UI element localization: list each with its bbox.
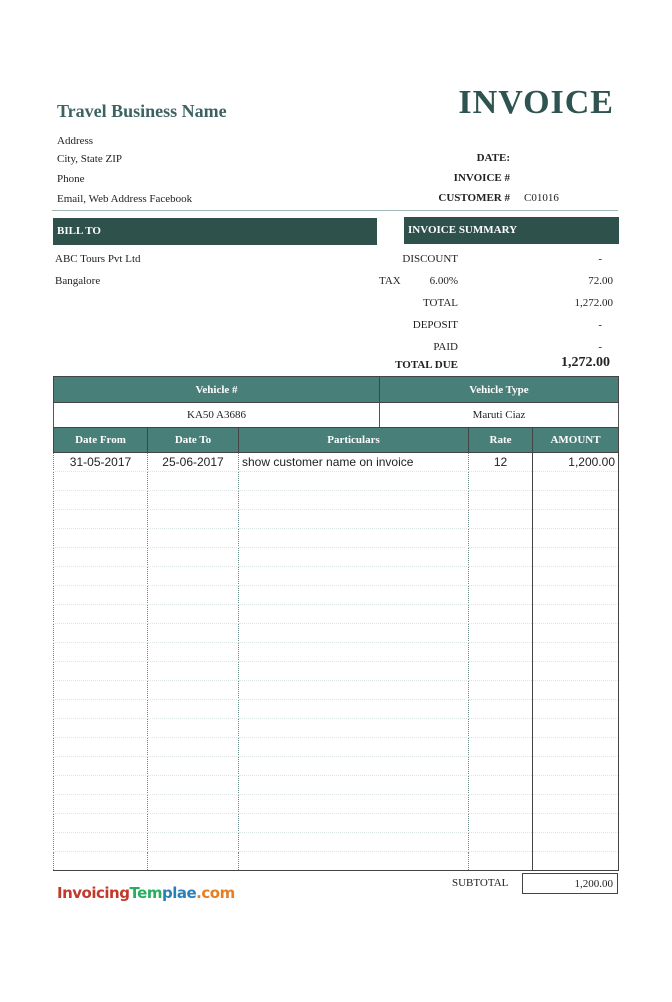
empty-cell[interactable] bbox=[469, 795, 533, 814]
empty-cell[interactable] bbox=[54, 700, 148, 719]
item-date-to[interactable]: 25-06-2017 bbox=[148, 453, 239, 472]
table-row-empty[interactable] bbox=[54, 548, 619, 567]
empty-cell[interactable] bbox=[148, 529, 239, 548]
empty-cell[interactable] bbox=[148, 776, 239, 795]
table-row-empty[interactable] bbox=[54, 662, 619, 681]
empty-cell[interactable] bbox=[469, 681, 533, 700]
table-row-empty[interactable] bbox=[54, 510, 619, 529]
empty-cell[interactable] bbox=[54, 491, 148, 510]
empty-cell[interactable] bbox=[469, 814, 533, 833]
table-row-empty[interactable] bbox=[54, 472, 619, 491]
empty-cell[interactable] bbox=[54, 510, 148, 529]
total-value: 1,272.00 bbox=[574, 297, 613, 309]
empty-cell[interactable] bbox=[148, 567, 239, 586]
bill-to-header: BILL TO bbox=[53, 218, 377, 245]
table-row-empty[interactable] bbox=[54, 491, 619, 510]
invoice-title: INVOICE bbox=[458, 84, 614, 121]
tax-label: TAX bbox=[379, 275, 401, 287]
item-date-from[interactable]: 31-05-2017 bbox=[54, 453, 148, 472]
empty-cell[interactable] bbox=[148, 586, 239, 605]
vehicle-number[interactable]: KA50 A3686 bbox=[54, 403, 380, 428]
empty-cell[interactable] bbox=[239, 681, 469, 700]
empty-cell[interactable] bbox=[533, 795, 619, 814]
paid-value: - bbox=[598, 341, 602, 353]
col-amount: AMOUNT bbox=[533, 428, 619, 453]
empty-cell[interactable] bbox=[469, 700, 533, 719]
empty-cell[interactable] bbox=[533, 776, 619, 795]
business-address: Address bbox=[57, 135, 94, 147]
table-row-empty[interactable] bbox=[54, 624, 619, 643]
table-row-empty[interactable] bbox=[54, 795, 619, 814]
customer-number-value: C01016 bbox=[524, 192, 559, 204]
empty-cell[interactable] bbox=[533, 700, 619, 719]
table-row[interactable] bbox=[54, 453, 619, 472]
empty-cell[interactable] bbox=[148, 795, 239, 814]
empty-cell[interactable] bbox=[533, 643, 619, 662]
col-date-to: Date To bbox=[148, 428, 239, 453]
business-city: City, State ZIP bbox=[57, 153, 122, 165]
empty-cell[interactable] bbox=[533, 548, 619, 567]
bill-to-name: ABC Tours Pvt Ltd bbox=[55, 253, 141, 265]
deposit-label: DEPOSIT bbox=[412, 319, 458, 331]
table-row-empty[interactable] bbox=[54, 833, 619, 852]
empty-cell[interactable] bbox=[54, 548, 148, 567]
empty-cell[interactable] bbox=[148, 700, 239, 719]
empty-cell[interactable] bbox=[239, 719, 469, 738]
empty-cell[interactable] bbox=[469, 852, 533, 871]
empty-cell[interactable] bbox=[239, 757, 469, 776]
empty-cell[interactable] bbox=[148, 624, 239, 643]
empty-cell[interactable] bbox=[533, 529, 619, 548]
table-row-empty[interactable] bbox=[54, 776, 619, 795]
empty-cell[interactable] bbox=[469, 662, 533, 681]
item-particulars[interactable]: show customer name on invoice bbox=[239, 453, 469, 472]
empty-cell[interactable] bbox=[533, 757, 619, 776]
empty-cell[interactable] bbox=[469, 472, 533, 491]
bill-to-city: Bangalore bbox=[55, 275, 101, 287]
paid-label: PAID bbox=[433, 341, 458, 353]
subtotal-value: 1,200.00 bbox=[522, 873, 618, 894]
empty-cell[interactable] bbox=[148, 510, 239, 529]
empty-cell[interactable] bbox=[469, 548, 533, 567]
empty-cell[interactable] bbox=[54, 738, 148, 757]
invoicing-template-logo[interactable] bbox=[57, 884, 235, 902]
empty-cell[interactable] bbox=[239, 852, 469, 871]
empty-cell[interactable] bbox=[469, 586, 533, 605]
header-divider bbox=[52, 210, 618, 211]
empty-cell[interactable] bbox=[54, 795, 148, 814]
empty-cell[interactable] bbox=[469, 719, 533, 738]
total-label: TOTAL bbox=[423, 297, 458, 309]
empty-cell[interactable] bbox=[533, 567, 619, 586]
business-email-web: Email, Web Address Facebook bbox=[57, 193, 193, 205]
empty-cell[interactable] bbox=[148, 472, 239, 491]
empty-cell[interactable] bbox=[54, 776, 148, 795]
table-row-empty[interactable] bbox=[54, 586, 619, 605]
empty-cell[interactable] bbox=[148, 548, 239, 567]
total-due-label: TOTAL DUE bbox=[395, 359, 458, 371]
subtotal-label: SUBTOTAL bbox=[452, 877, 509, 889]
empty-cell[interactable] bbox=[239, 795, 469, 814]
table-row-empty[interactable] bbox=[54, 719, 619, 738]
empty-cell[interactable] bbox=[533, 472, 619, 491]
empty-cell[interactable] bbox=[239, 814, 469, 833]
empty-cell[interactable] bbox=[239, 529, 469, 548]
empty-cell[interactable] bbox=[469, 510, 533, 529]
empty-cell[interactable] bbox=[148, 719, 239, 738]
empty-cell[interactable] bbox=[469, 776, 533, 795]
empty-cell[interactable] bbox=[239, 605, 469, 624]
empty-cell[interactable] bbox=[533, 738, 619, 757]
empty-cell[interactable] bbox=[239, 833, 469, 852]
table-row-empty[interactable] bbox=[54, 529, 619, 548]
empty-cell[interactable] bbox=[239, 472, 469, 491]
vehicle-type[interactable]: Maruti Ciaz bbox=[380, 403, 619, 428]
empty-cell[interactable] bbox=[148, 814, 239, 833]
date-label: DATE: bbox=[476, 152, 510, 164]
table-row-empty[interactable] bbox=[54, 738, 619, 757]
table-row-empty[interactable] bbox=[54, 605, 619, 624]
table-row-empty[interactable] bbox=[54, 567, 619, 586]
empty-cell[interactable] bbox=[533, 605, 619, 624]
tax-value: 72.00 bbox=[588, 275, 613, 287]
empty-cell[interactable] bbox=[54, 567, 148, 586]
empty-cell[interactable] bbox=[54, 472, 148, 491]
empty-cell[interactable] bbox=[148, 738, 239, 757]
empty-cell[interactable] bbox=[148, 662, 239, 681]
empty-cell[interactable] bbox=[469, 757, 533, 776]
empty-cell[interactable] bbox=[239, 738, 469, 757]
empty-cell[interactable] bbox=[54, 681, 148, 700]
empty-cell[interactable] bbox=[148, 491, 239, 510]
empty-cell[interactable] bbox=[533, 852, 619, 871]
empty-cell[interactable] bbox=[469, 529, 533, 548]
items-table bbox=[53, 427, 619, 871]
vehicle-type-header: Vehicle Type bbox=[380, 377, 619, 403]
empty-cell[interactable] bbox=[469, 624, 533, 643]
empty-cell[interactable] bbox=[469, 643, 533, 662]
table-row-empty[interactable] bbox=[54, 681, 619, 700]
col-rate: Rate bbox=[469, 428, 533, 453]
empty-cell[interactable] bbox=[148, 605, 239, 624]
empty-cell[interactable] bbox=[148, 833, 239, 852]
table-row-empty[interactable] bbox=[54, 814, 619, 833]
table-row-empty[interactable] bbox=[54, 852, 619, 871]
empty-cell[interactable] bbox=[533, 681, 619, 700]
empty-cell[interactable] bbox=[239, 491, 469, 510]
discount-label: DISCOUNT bbox=[402, 253, 458, 265]
col-particulars: Particulars bbox=[239, 428, 469, 453]
empty-cell[interactable] bbox=[54, 605, 148, 624]
empty-cell[interactable] bbox=[533, 662, 619, 681]
empty-cell[interactable] bbox=[239, 510, 469, 529]
items-body bbox=[54, 453, 619, 871]
empty-cell[interactable] bbox=[148, 643, 239, 662]
tax-rate: 6.00% bbox=[429, 275, 458, 287]
empty-cell[interactable] bbox=[469, 738, 533, 757]
logo-text: InvoicingTemplae.com bbox=[57, 884, 235, 902]
empty-cell[interactable] bbox=[239, 548, 469, 567]
customer-number-label: CUSTOMER # bbox=[438, 192, 510, 204]
empty-cell[interactable] bbox=[54, 757, 148, 776]
empty-cell[interactable] bbox=[533, 814, 619, 833]
empty-cell[interactable] bbox=[533, 719, 619, 738]
empty-cell[interactable] bbox=[239, 662, 469, 681]
invoice-summary-header: INVOICE SUMMARY bbox=[404, 217, 619, 244]
empty-cell[interactable] bbox=[239, 643, 469, 662]
total-due-value: 1,272.00 bbox=[561, 355, 610, 370]
col-date-from: Date From bbox=[54, 428, 148, 453]
empty-cell[interactable] bbox=[533, 833, 619, 852]
empty-cell[interactable] bbox=[54, 586, 148, 605]
deposit-value: - bbox=[598, 319, 602, 331]
invoice-number-label: INVOICE # bbox=[453, 172, 510, 184]
empty-cell[interactable] bbox=[54, 662, 148, 681]
empty-cell[interactable] bbox=[533, 624, 619, 643]
table-row-empty[interactable] bbox=[54, 757, 619, 776]
business-phone: Phone bbox=[57, 173, 85, 185]
table-row-empty[interactable] bbox=[54, 700, 619, 719]
empty-cell[interactable] bbox=[469, 833, 533, 852]
empty-cell[interactable] bbox=[469, 491, 533, 510]
vehicle-table bbox=[53, 376, 619, 428]
empty-cell[interactable] bbox=[469, 605, 533, 624]
item-amount[interactable]: 1,200.00 bbox=[533, 453, 619, 472]
item-rate[interactable]: 12 bbox=[469, 453, 533, 472]
empty-cell[interactable] bbox=[239, 700, 469, 719]
empty-cell[interactable] bbox=[239, 624, 469, 643]
vehicle-number-header: Vehicle # bbox=[54, 377, 380, 403]
empty-cell[interactable] bbox=[239, 776, 469, 795]
empty-cell[interactable] bbox=[54, 624, 148, 643]
empty-cell[interactable] bbox=[54, 643, 148, 662]
empty-cell[interactable] bbox=[148, 757, 239, 776]
discount-value: - bbox=[598, 253, 602, 265]
empty-cell[interactable] bbox=[148, 681, 239, 700]
empty-cell[interactable] bbox=[54, 719, 148, 738]
empty-cell[interactable] bbox=[469, 567, 533, 586]
empty-cell[interactable] bbox=[148, 852, 239, 871]
empty-cell[interactable] bbox=[533, 491, 619, 510]
empty-cell[interactable] bbox=[533, 510, 619, 529]
business-name: Travel Business Name bbox=[57, 101, 227, 121]
table-row-empty[interactable] bbox=[54, 643, 619, 662]
empty-cell[interactable] bbox=[533, 586, 619, 605]
empty-cell[interactable] bbox=[54, 529, 148, 548]
empty-cell[interactable] bbox=[54, 852, 148, 871]
empty-cell[interactable] bbox=[239, 567, 469, 586]
empty-cell[interactable] bbox=[54, 814, 148, 833]
empty-cell[interactable] bbox=[239, 586, 469, 605]
empty-cell[interactable] bbox=[54, 833, 148, 852]
